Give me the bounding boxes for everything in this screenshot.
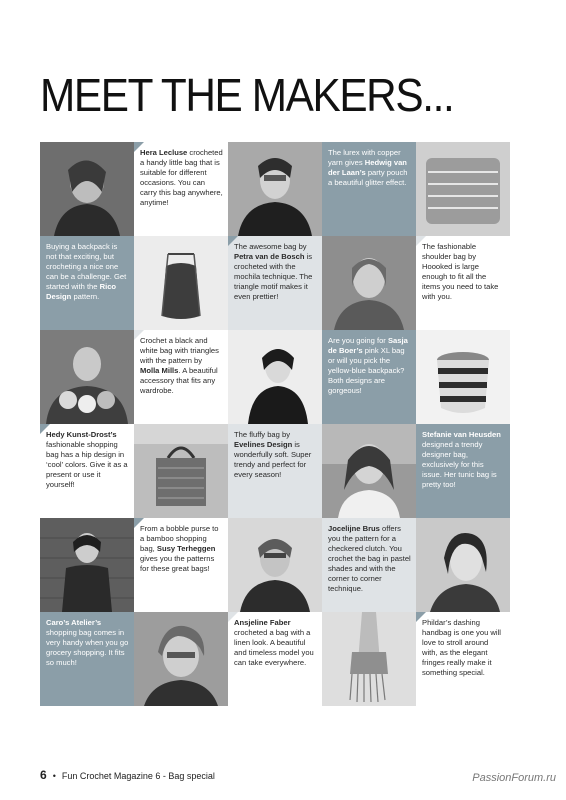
corner-triangle	[228, 236, 238, 246]
text-rico-design: Buying a backpack is not that exciting, but crocheting a nice one can be a challenge. Get started with the Rico Design pattern.	[40, 236, 134, 330]
photo-stefanie	[322, 424, 416, 518]
photo-molla	[40, 330, 134, 424]
text-jocelijne-brus: Jocelijne Brus offers you the pattern for a checkered clutch. You crochet the bag in pastel shades and with the corner to corner technique.	[322, 518, 416, 612]
text-molla-mills: Crochet a black and white bag with triangles with the pattern by Molla Mills. A beautiful accessory that fits any wardrobe.	[134, 330, 228, 424]
footer-bullet: •	[52, 771, 56, 781]
photo-ansjeline	[228, 518, 322, 612]
text-petra-van-de-bosch: The awesome bag by Petra van de Bosch is crocheted with the mochila technique. The triangle motif makes it even prettier!	[228, 236, 322, 330]
photo-petra	[322, 236, 416, 330]
corner-triangle	[134, 142, 144, 152]
text-ansjeline-faber: Ansjeline Faber crocheted a bag with a linen look. A beautiful and timeless model you can take everywhere.	[228, 612, 322, 706]
corner-triangle	[40, 424, 50, 434]
photo-hedwig	[228, 142, 322, 236]
photo-hera-lecluse	[40, 142, 134, 236]
page-number: 6	[40, 768, 47, 782]
footer-text: Fun Crochet Magazine 6 - Bag special	[61, 771, 215, 781]
text-phildar: Phildar’s dashing handbag is one you will love to stroll around with, as the elegant fringes really make it something special.	[416, 612, 510, 706]
photo-striped-bag	[416, 330, 510, 424]
photo-shopping-bag	[134, 424, 228, 518]
text-sasja-de-boer: Are you going for Sasja de Boer’s pink XL bag or will you pick the yellow-blue backpack? Both designs are gorgeous!	[322, 330, 416, 424]
text-hedwig-van-der-laan: The lurex with copper yarn gives Hedwig van der Laan’s party pouch a beautiful glitter effect.	[322, 142, 416, 236]
photo-sasja	[228, 330, 322, 424]
page-title: MEET THE MAKERS...	[40, 69, 454, 121]
text-hedy-kunst-drost: Hedy Kunst-Drost’s fashionable shopping bag has a hip design in ‘cool’ colors. Give it as a present or use it yourself!	[40, 424, 134, 518]
photo-fringe-bag	[322, 612, 416, 706]
corner-triangle	[416, 612, 426, 622]
corner-triangle	[416, 236, 426, 246]
text-hera-lecluse: Hera Lecluse crocheted a handy little bag that is suitable for different occasions. You can carry this bag anywhere, anytime!	[134, 142, 228, 236]
photo-ansjeline-faber	[134, 612, 228, 706]
photo-backpack	[134, 236, 228, 330]
makers-grid	[40, 142, 512, 706]
text-caros-atelier: Caro’s Atelier’s shopping bag comes in very handy when you go grocery shopping. It fits so much!	[40, 612, 134, 706]
corner-triangle	[134, 330, 144, 340]
photo-caro	[40, 518, 134, 612]
photo-party-pouch	[416, 142, 510, 236]
text-hoooked: The fashionable shoulder bag by Hoooked is large enough to fit all the items you need to take with you.	[416, 236, 510, 330]
text-evelines-design: The fluffy bag by Evelines Design is wonderfully soft. Super trendy and perfect for every season!	[228, 424, 322, 518]
corner-triangle	[228, 612, 238, 622]
corner-triangle	[134, 518, 144, 528]
photo-jocelijne	[416, 518, 510, 612]
page-footer	[40, 768, 215, 782]
watermark: PassionForum.ru	[472, 772, 556, 784]
text-stefanie-van-heusden: Stefanie van Heusden designed a trendy designer bag, exclusively for this issue. Her tunic bag is pretty too!	[416, 424, 510, 518]
text-susy-terheggen: From a bobble purse to a bamboo shopping bag, Susy Terheggen gives you the patterns for these great bags!	[134, 518, 228, 612]
